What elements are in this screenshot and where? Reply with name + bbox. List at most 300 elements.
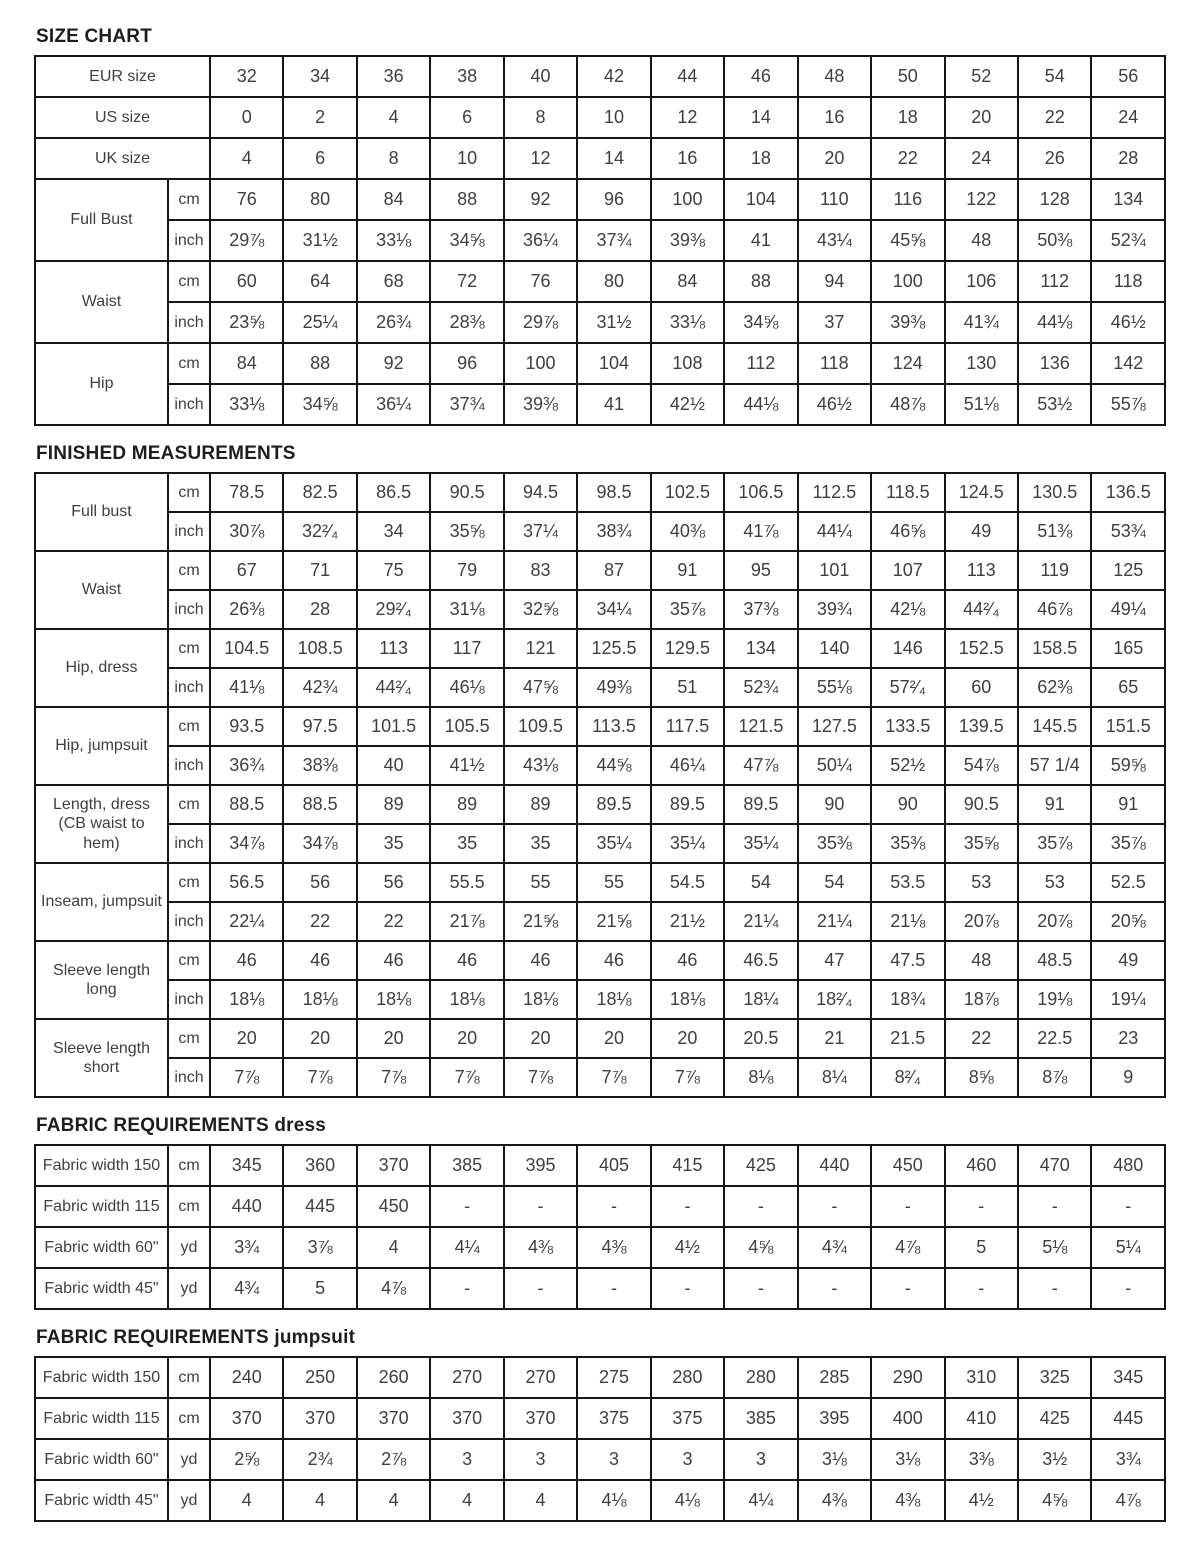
value-cell: 41⅛ (210, 668, 283, 707)
unit-cell: inch (168, 384, 210, 425)
value-cell: 42⅛ (871, 590, 944, 629)
value-cell: 480 (1091, 1145, 1165, 1186)
value-cell: 158.5 (1018, 629, 1091, 668)
value-cell: 9 (1091, 1058, 1165, 1097)
value-cell: 3¾ (210, 1227, 283, 1268)
table-row (35, 785, 1165, 824)
unit-cell: cm (168, 1186, 210, 1227)
value-cell: 84 (651, 261, 724, 302)
row-label: Fabric width 60" (35, 1227, 168, 1268)
value-cell: 2⅝ (210, 1439, 283, 1480)
value-cell: 2 (283, 97, 356, 138)
value-cell: 142 (1091, 343, 1165, 384)
value-cell: 37¼ (504, 512, 577, 551)
value-cell: 33⅛ (651, 302, 724, 343)
table-row (35, 302, 1165, 343)
value-cell: 22 (1018, 97, 1091, 138)
value-cell: 91 (1091, 785, 1165, 824)
value-cell: 46 (283, 941, 356, 980)
row-label: Fabric width 115 (35, 1398, 168, 1439)
value-cell: 116 (871, 179, 944, 220)
row-label: Sleeve length long (35, 941, 168, 1019)
value-cell: 100 (871, 261, 944, 302)
value-cell: 4⅜ (871, 1480, 944, 1521)
value-cell: 46½ (798, 384, 871, 425)
value-cell: 33⅛ (210, 384, 283, 425)
value-cell: 20 (504, 1019, 577, 1058)
value-cell: - (504, 1268, 577, 1309)
value-cell: 97.5 (283, 707, 356, 746)
value-cell: 41½ (430, 746, 503, 785)
value-cell: 44⅝ (577, 746, 650, 785)
table-row (35, 138, 1165, 179)
table-row (35, 1439, 1165, 1480)
row-label: Hip, dress (35, 629, 168, 707)
value-cell: 35⅜ (798, 824, 871, 863)
value-cell: 109.5 (504, 707, 577, 746)
value-cell: - (724, 1186, 797, 1227)
unit-cell: cm (168, 1019, 210, 1058)
table-row (35, 980, 1165, 1019)
unit-cell: cm (168, 473, 210, 512)
fabric-requirements-jumpsuit-table (34, 1356, 1166, 1522)
row-label: Full Bust (35, 179, 168, 261)
value-cell: 4¼ (724, 1480, 797, 1521)
value-cell: 32²⁄₄ (283, 512, 356, 551)
value-cell: 41⅞ (724, 512, 797, 551)
value-cell: 20 (357, 1019, 430, 1058)
value-cell: 385 (724, 1398, 797, 1439)
value-cell: 44⅛ (724, 384, 797, 425)
value-cell: 3½ (1018, 1439, 1091, 1480)
value-cell: 88.5 (210, 785, 283, 824)
table-row (35, 1227, 1165, 1268)
value-cell: 113 (357, 629, 430, 668)
table-row (35, 97, 1165, 138)
value-cell: - (798, 1186, 871, 1227)
value-cell: 64 (283, 261, 356, 302)
value-cell: 89 (357, 785, 430, 824)
value-cell: 54 (798, 863, 871, 902)
unit-cell: cm (168, 707, 210, 746)
value-cell: 108 (651, 343, 724, 384)
value-cell: 19¼ (1091, 980, 1165, 1019)
unit-cell: inch (168, 668, 210, 707)
value-cell: 18 (724, 138, 797, 179)
value-cell: 45⅝ (871, 220, 944, 261)
value-cell: 55⅛ (798, 668, 871, 707)
unit-cell: yd (168, 1439, 210, 1480)
size-chart-section (34, 26, 1166, 426)
table-row (35, 707, 1165, 746)
value-cell: 52¾ (724, 668, 797, 707)
row-label: EUR size (35, 56, 210, 97)
value-cell: 4⅜ (577, 1227, 650, 1268)
value-cell: 370 (357, 1398, 430, 1439)
value-cell: 4½ (651, 1227, 724, 1268)
value-cell: 3¾ (1091, 1439, 1165, 1480)
value-cell: 38¾ (577, 512, 650, 551)
value-cell: 18 (871, 97, 944, 138)
value-cell: 49 (1091, 941, 1165, 980)
value-cell: 42¾ (283, 668, 356, 707)
value-cell: 55.5 (430, 863, 503, 902)
value-cell: 270 (504, 1357, 577, 1398)
value-cell: - (724, 1268, 797, 1309)
finished-measurements-title: FINISHED MEASUREMENTS (36, 443, 296, 464)
table-row (35, 746, 1165, 785)
value-cell: 49¼ (1091, 590, 1165, 629)
value-cell: 18⅛ (504, 980, 577, 1019)
value-cell: 47⅝ (504, 668, 577, 707)
value-cell: 88.5 (283, 785, 356, 824)
value-cell: 56 (1091, 56, 1165, 97)
value-cell: 48⅞ (871, 384, 944, 425)
value-cell: 54 (1018, 56, 1091, 97)
value-cell: 3 (724, 1439, 797, 1480)
value-cell: 38⅜ (283, 746, 356, 785)
value-cell: 3⅜ (945, 1439, 1018, 1480)
unit-cell: inch (168, 980, 210, 1019)
table-row (35, 384, 1165, 425)
value-cell: 34⅞ (210, 824, 283, 863)
value-cell: 71 (283, 551, 356, 590)
value-cell: 3⅛ (871, 1439, 944, 1480)
value-cell: 90 (871, 785, 944, 824)
value-cell: 21¼ (798, 902, 871, 941)
value-cell: 39¾ (798, 590, 871, 629)
value-cell: - (577, 1268, 650, 1309)
table-row (35, 179, 1165, 220)
value-cell: 32⅝ (504, 590, 577, 629)
value-cell: 5¼ (1091, 1227, 1165, 1268)
fabric-requirements-jumpsuit-section (34, 1327, 1166, 1522)
value-cell: 41¾ (945, 302, 1018, 343)
value-cell: - (945, 1186, 1018, 1227)
value-cell: 8⅛ (724, 1058, 797, 1097)
value-cell: 56 (283, 863, 356, 902)
size-chart-table (34, 55, 1166, 426)
value-cell: 26 (1018, 138, 1091, 179)
value-cell: 83 (504, 551, 577, 590)
value-cell: 4⅞ (357, 1268, 430, 1309)
value-cell: 370 (210, 1398, 283, 1439)
value-cell: 118 (1091, 261, 1165, 302)
value-cell: 3⅞ (283, 1227, 356, 1268)
value-cell: 5 (945, 1227, 1018, 1268)
value-cell: 7⅞ (504, 1058, 577, 1097)
value-cell: 28 (1091, 138, 1165, 179)
value-cell: 23 (1091, 1019, 1165, 1058)
value-cell: 88 (430, 179, 503, 220)
value-cell: 18¾ (871, 980, 944, 1019)
table-row (35, 1268, 1165, 1309)
table-row (35, 668, 1165, 707)
value-cell: 41 (577, 384, 650, 425)
value-cell: - (871, 1268, 944, 1309)
value-cell: 98.5 (577, 473, 650, 512)
value-cell: 3 (430, 1439, 503, 1480)
value-cell: 106 (945, 261, 1018, 302)
table-row (35, 1480, 1165, 1521)
value-cell: 18²⁄₄ (798, 980, 871, 1019)
table-row (35, 473, 1165, 512)
value-cell: 89 (504, 785, 577, 824)
value-cell: 146 (871, 629, 944, 668)
value-cell: 385 (430, 1145, 503, 1186)
value-cell: 31½ (577, 302, 650, 343)
value-cell: 136 (1018, 343, 1091, 384)
value-cell: 57²⁄₄ (871, 668, 944, 707)
table-row (35, 1398, 1165, 1439)
value-cell: 370 (357, 1145, 430, 1186)
value-cell: 2⅞ (357, 1439, 430, 1480)
unit-cell: cm (168, 261, 210, 302)
value-cell: 48 (798, 56, 871, 97)
unit-cell: cm (168, 629, 210, 668)
value-cell: 47.5 (871, 941, 944, 980)
fabric-requirements-dress-section (34, 1115, 1166, 1310)
value-cell: 8 (504, 97, 577, 138)
value-cell: 46 (430, 941, 503, 980)
value-cell: 410 (945, 1398, 1018, 1439)
value-cell: 53¾ (1091, 512, 1165, 551)
value-cell: 28 (283, 590, 356, 629)
value-cell: 75 (357, 551, 430, 590)
value-cell: 127.5 (798, 707, 871, 746)
value-cell: 62⅜ (1018, 668, 1091, 707)
value-cell: 20⅝ (1091, 902, 1165, 941)
row-label: Waist (35, 261, 168, 343)
value-cell: - (651, 1186, 724, 1227)
value-cell: 67 (210, 551, 283, 590)
value-cell: 18¼ (724, 980, 797, 1019)
value-cell: 100 (504, 343, 577, 384)
value-cell: 20⅞ (1018, 902, 1091, 941)
value-cell: 152.5 (945, 629, 1018, 668)
value-cell: 450 (871, 1145, 944, 1186)
value-cell: 50 (871, 56, 944, 97)
value-cell: 6 (430, 97, 503, 138)
unit-cell: cm (168, 941, 210, 980)
value-cell: 86.5 (357, 473, 430, 512)
value-cell: 140 (798, 629, 871, 668)
value-cell: 52 (945, 56, 1018, 97)
value-cell: 35 (430, 824, 503, 863)
value-cell: 50⅜ (1018, 220, 1091, 261)
unit-cell: cm (168, 863, 210, 902)
value-cell: 4 (430, 1480, 503, 1521)
value-cell: 345 (1091, 1357, 1165, 1398)
value-cell: 47⅞ (724, 746, 797, 785)
value-cell: 8²⁄₄ (871, 1058, 944, 1097)
value-cell: 56 (357, 863, 430, 902)
value-cell: 8⅝ (945, 1058, 1018, 1097)
value-cell: 54⅞ (945, 746, 1018, 785)
value-cell: - (430, 1268, 503, 1309)
value-cell: 30⅞ (210, 512, 283, 551)
value-cell: 91 (651, 551, 724, 590)
value-cell: 22 (871, 138, 944, 179)
value-cell: 4⅝ (724, 1227, 797, 1268)
value-cell: 10 (430, 138, 503, 179)
value-cell: - (871, 1186, 944, 1227)
value-cell: 37 (798, 302, 871, 343)
value-cell: 104 (577, 343, 650, 384)
value-cell: 26¾ (357, 302, 430, 343)
value-cell: 21 (798, 1019, 871, 1058)
value-cell: 19⅛ (1018, 980, 1091, 1019)
value-cell: 2¾ (283, 1439, 356, 1480)
value-cell: 44¼ (798, 512, 871, 551)
row-label: Hip (35, 343, 168, 425)
value-cell: 22 (283, 902, 356, 941)
value-cell: 125.5 (577, 629, 650, 668)
value-cell: 26⅜ (210, 590, 283, 629)
unit-cell: inch (168, 590, 210, 629)
value-cell: 35⅞ (1018, 824, 1091, 863)
value-cell: 68 (357, 261, 430, 302)
value-cell: 40 (357, 746, 430, 785)
value-cell: 124.5 (945, 473, 1018, 512)
value-cell: 44²⁄₄ (945, 590, 1018, 629)
value-cell: 22 (945, 1019, 1018, 1058)
value-cell: 7⅞ (283, 1058, 356, 1097)
value-cell: 40 (504, 56, 577, 97)
value-cell: 20 (798, 138, 871, 179)
value-cell: 18⅛ (577, 980, 650, 1019)
value-cell: 89.5 (651, 785, 724, 824)
value-cell: 20⅞ (945, 902, 1018, 941)
table-row (35, 1058, 1165, 1097)
value-cell: 46.5 (724, 941, 797, 980)
value-cell: 10 (577, 97, 650, 138)
value-cell: 46 (210, 941, 283, 980)
value-cell: 46 (577, 941, 650, 980)
value-cell: 134 (1091, 179, 1165, 220)
value-cell: 60 (210, 261, 283, 302)
value-cell: 20 (651, 1019, 724, 1058)
value-cell: 46 (651, 941, 724, 980)
fabric-requirements-jumpsuit-title: FABRIC REQUIREMENTS jumpsuit (36, 1327, 356, 1348)
value-cell: 20 (945, 97, 1018, 138)
value-cell: 118.5 (871, 473, 944, 512)
value-cell: 8¼ (798, 1058, 871, 1097)
value-cell: 21½ (651, 902, 724, 941)
value-cell: 35 (357, 824, 430, 863)
value-cell: 37¾ (430, 384, 503, 425)
unit-cell: cm (168, 343, 210, 384)
value-cell: 395 (798, 1398, 871, 1439)
value-cell: 325 (1018, 1357, 1091, 1398)
value-cell: 134 (724, 629, 797, 668)
value-cell: 165 (1091, 629, 1165, 668)
value-cell: 250 (283, 1357, 356, 1398)
unit-cell: inch (168, 902, 210, 941)
value-cell: 51⅜ (1018, 512, 1091, 551)
value-cell: 24 (945, 138, 1018, 179)
value-cell: 20.5 (724, 1019, 797, 1058)
value-cell: 39⅜ (504, 384, 577, 425)
value-cell: 31⅛ (430, 590, 503, 629)
value-cell: 46½ (1091, 302, 1165, 343)
value-cell: 36¾ (210, 746, 283, 785)
fabric-requirements-dress-title: FABRIC REQUIREMENTS dress (36, 1115, 327, 1136)
table-row (35, 941, 1165, 980)
value-cell: 46⅞ (1018, 590, 1091, 629)
row-label: Fabric width 150 (35, 1357, 168, 1398)
value-cell: 34⅝ (724, 302, 797, 343)
value-cell: 59⅝ (1091, 746, 1165, 785)
value-cell: 6 (283, 138, 356, 179)
table-row (35, 1145, 1165, 1186)
value-cell: 14 (724, 97, 797, 138)
value-cell: 29⅞ (210, 220, 283, 261)
value-cell: 12 (504, 138, 577, 179)
value-cell: 57 1/4 (1018, 746, 1091, 785)
value-cell: 56.5 (210, 863, 283, 902)
value-cell: 360 (283, 1145, 356, 1186)
value-cell: 21⅝ (504, 902, 577, 941)
value-cell: 43⅛ (504, 746, 577, 785)
value-cell: 35⅝ (430, 512, 503, 551)
row-label: Hip, jumpsuit (35, 707, 168, 785)
value-cell: 34 (283, 56, 356, 97)
value-cell: 151.5 (1091, 707, 1165, 746)
value-cell: 370 (283, 1398, 356, 1439)
value-cell: 24 (1091, 97, 1165, 138)
value-cell: 33⅛ (357, 220, 430, 261)
table-row (35, 261, 1165, 302)
finished-measurements-section (34, 443, 1166, 1098)
unit-cell: cm (168, 179, 210, 220)
value-cell: 55⅞ (1091, 384, 1165, 425)
value-cell: 7⅞ (430, 1058, 503, 1097)
value-cell: 38 (430, 56, 503, 97)
value-cell: 37¾ (577, 220, 650, 261)
value-cell: 54 (724, 863, 797, 902)
value-cell: 50¼ (798, 746, 871, 785)
value-cell: 136.5 (1091, 473, 1165, 512)
value-cell: 4⅛ (651, 1480, 724, 1521)
value-cell: 125 (1091, 551, 1165, 590)
value-cell: 445 (1091, 1398, 1165, 1439)
value-cell: 35 (504, 824, 577, 863)
value-cell: 23⅝ (210, 302, 283, 343)
value-cell: 53.5 (871, 863, 944, 902)
value-cell: 105.5 (430, 707, 503, 746)
value-cell: 96 (430, 343, 503, 384)
value-cell: 405 (577, 1145, 650, 1186)
value-cell: 4½ (945, 1480, 1018, 1521)
value-cell: 46⅝ (871, 512, 944, 551)
unit-cell: inch (168, 1058, 210, 1097)
value-cell: 100 (651, 179, 724, 220)
value-cell: 16 (798, 97, 871, 138)
unit-cell: inch (168, 220, 210, 261)
value-cell: 36¼ (504, 220, 577, 261)
unit-cell: inch (168, 824, 210, 863)
value-cell: 34⅝ (430, 220, 503, 261)
value-cell: 7⅞ (357, 1058, 430, 1097)
value-cell: 270 (430, 1357, 503, 1398)
value-cell: 145.5 (1018, 707, 1091, 746)
value-cell: 51 (651, 668, 724, 707)
value-cell: 121.5 (724, 707, 797, 746)
value-cell: 89 (430, 785, 503, 824)
value-cell: 18⅛ (430, 980, 503, 1019)
value-cell: 88 (724, 261, 797, 302)
